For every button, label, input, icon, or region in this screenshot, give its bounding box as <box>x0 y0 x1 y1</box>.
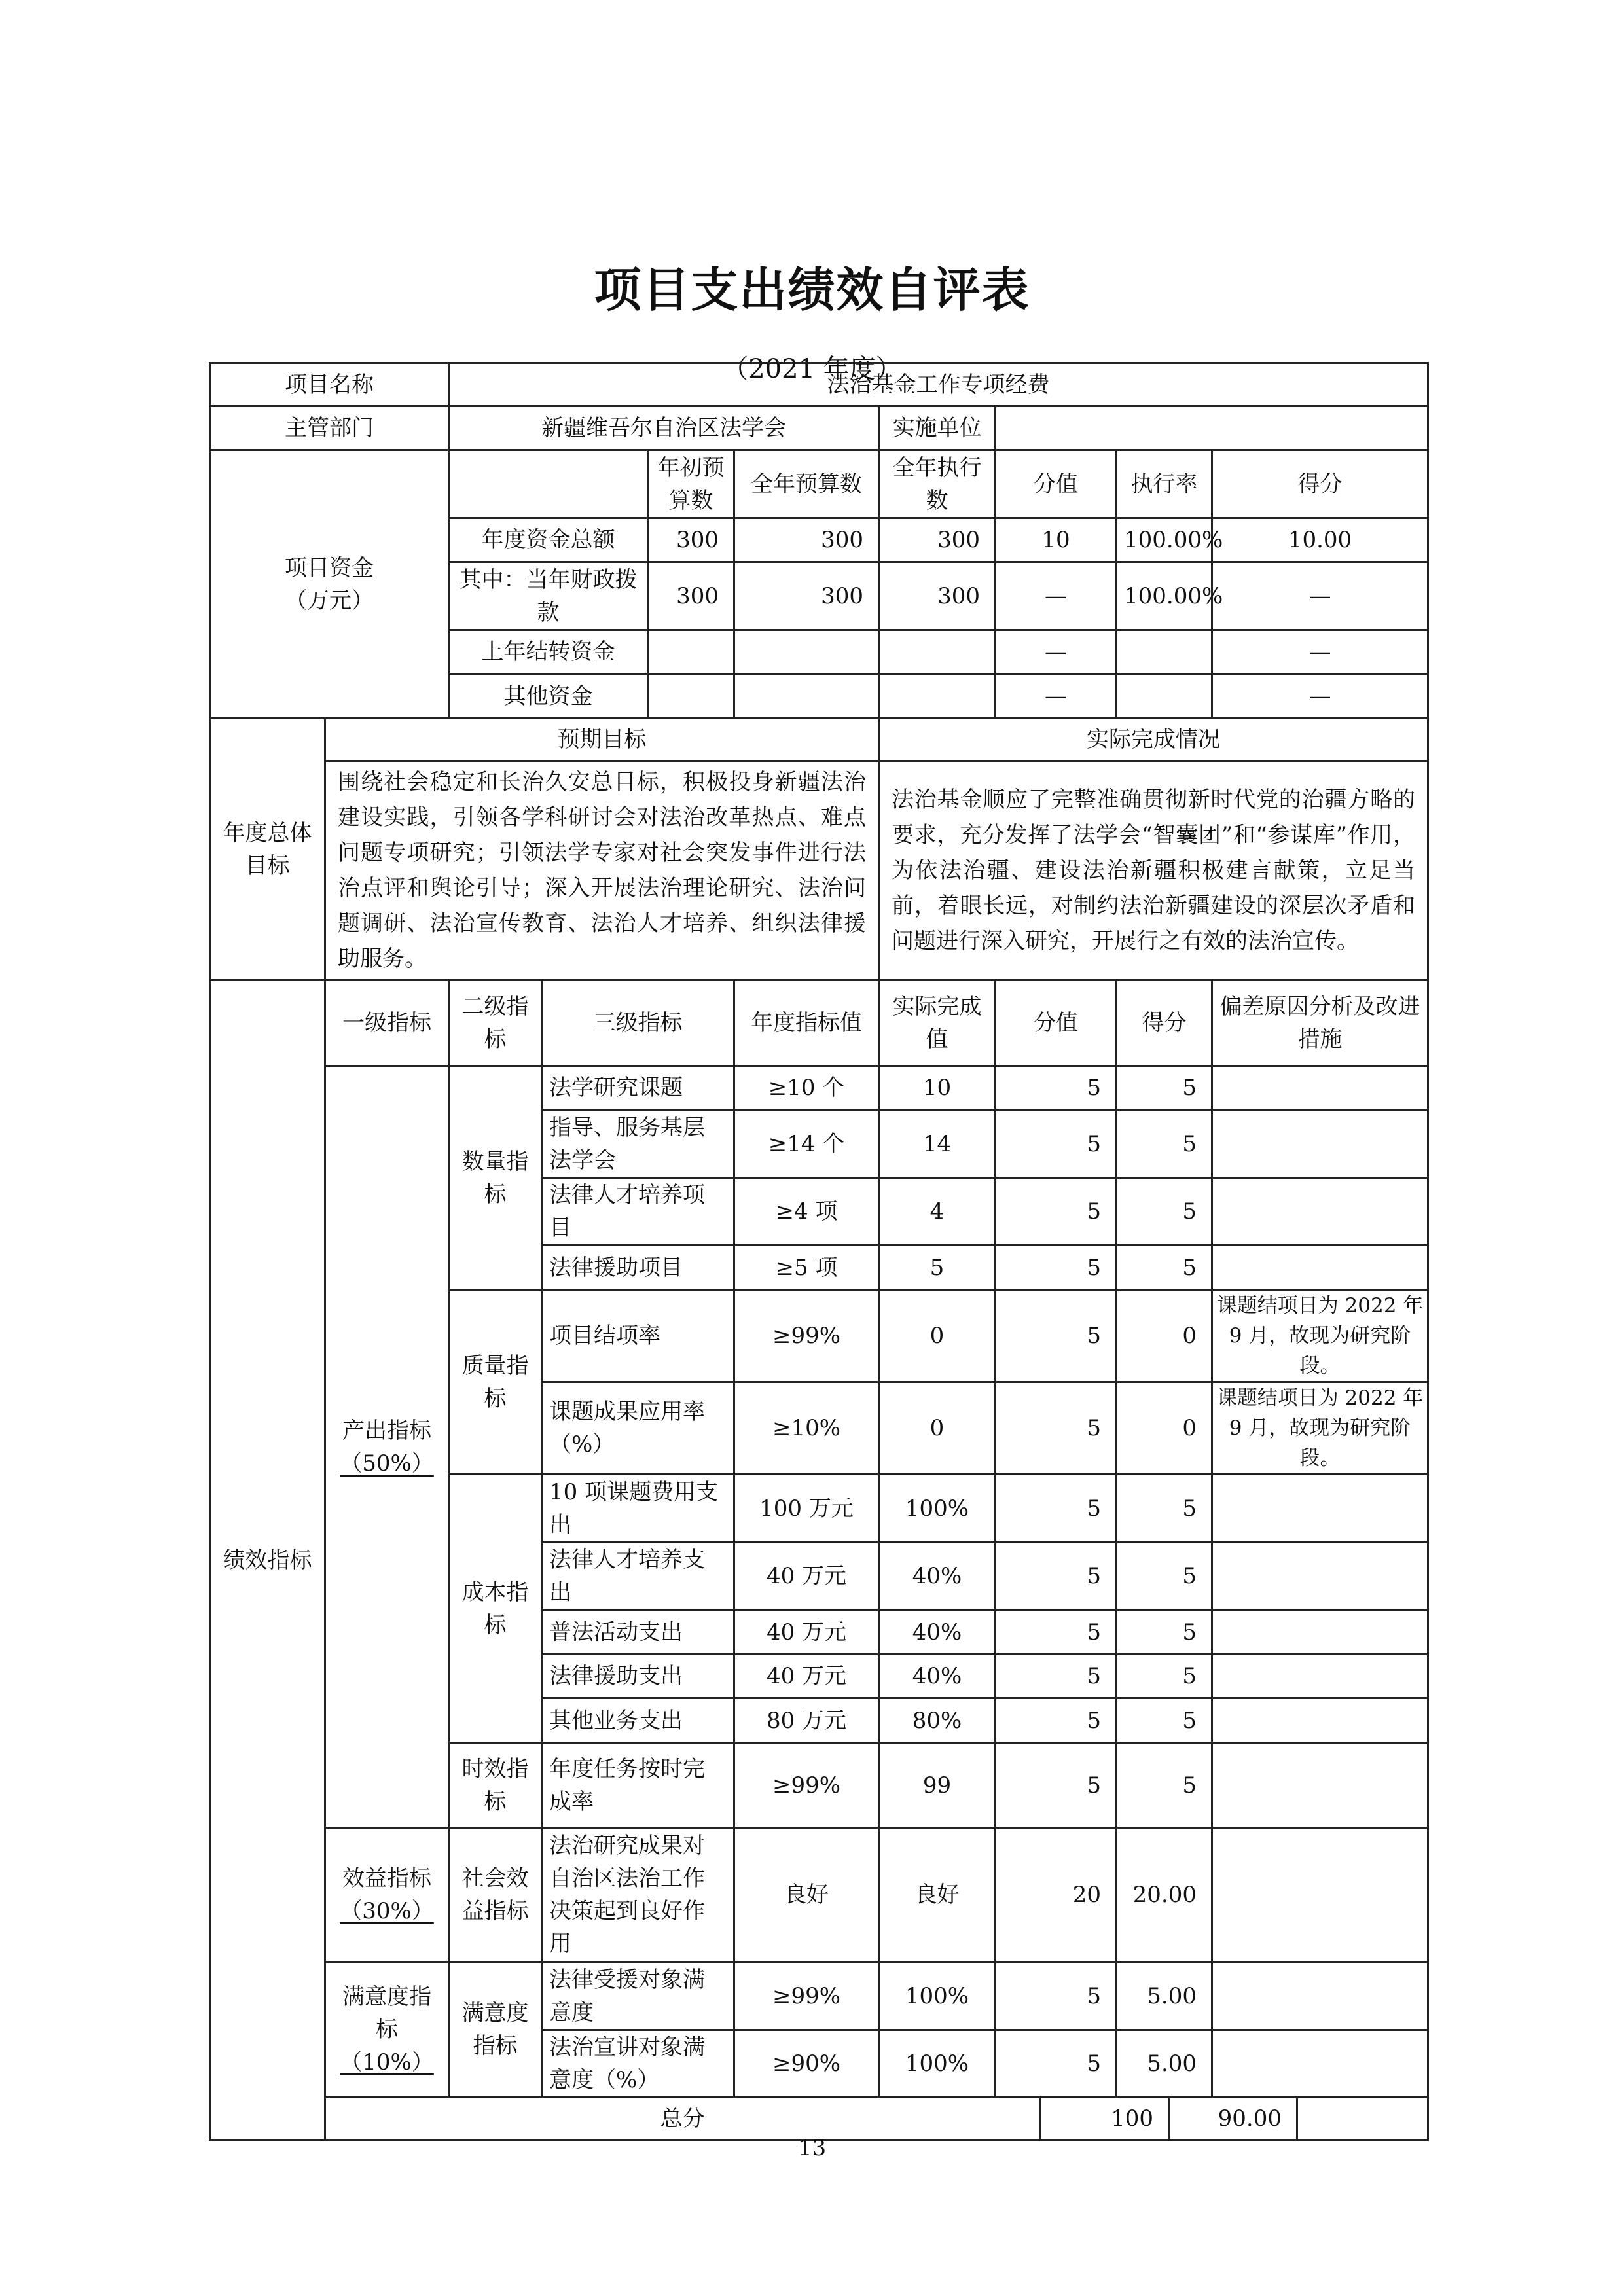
project-name-row <box>210 363 1428 406</box>
indicator-note <box>1212 1698 1428 1743</box>
indicator-target: 良好 <box>734 1828 879 1962</box>
total-weight: 100 <box>1040 2098 1169 2140</box>
page-subtitle-year: （2021 年度） <box>722 354 902 384</box>
indicator-actual: 40% <box>879 1655 996 1698</box>
indicator-note <box>1212 1475 1428 1543</box>
header-level1: 一级指标 <box>325 980 449 1066</box>
indicator-actual: 40% <box>879 1610 996 1655</box>
indicator-note <box>1212 1543 1428 1610</box>
indicator-actual: 良好 <box>879 1828 996 1962</box>
indicator-note <box>1212 1962 1428 2030</box>
indicator-note <box>1212 1110 1428 1178</box>
indicator-weight: 5 <box>996 1110 1117 1178</box>
indicator-weight: 5 <box>996 1475 1117 1543</box>
funding-row-name: 上年结转资金 <box>449 630 648 674</box>
indicator-score: 5 <box>1117 1066 1212 1110</box>
indicator-actual: 14 <box>879 1110 996 1178</box>
annual-goals-label: 年度总体目标 <box>210 719 325 980</box>
funding-label-line2: （万元） <box>285 587 374 614</box>
funding-executed <box>879 674 996 719</box>
performance-header-row <box>210 980 1428 1066</box>
indicator-note <box>1212 1246 1428 1290</box>
level2-quality: 质量指标 <box>449 1290 542 1475</box>
funding-rate: 100.00% <box>1117 518 1212 562</box>
indicator-note <box>1212 1743 1428 1828</box>
level2-quantity: 数量指标 <box>449 1066 542 1290</box>
indicator-score: 5.00 <box>1117 1962 1212 2030</box>
funding-full-year <box>734 630 879 674</box>
funding-header-blank <box>449 450 648 518</box>
total-label: 总分 <box>325 2098 1040 2140</box>
department-label: 主管部门 <box>210 406 449 450</box>
funding-header-executed: 全年执行数 <box>879 450 996 518</box>
indicator-name: 课题成果应用率（%） <box>542 1382 734 1475</box>
level2-satisfaction: 满意度指标 <box>449 1962 542 2098</box>
indicator-name: 法治宣讲对象满意度（%） <box>542 2030 734 2098</box>
indicator-score: 5 <box>1117 1743 1212 1828</box>
indicator-actual: 5 <box>879 1246 996 1290</box>
indicator-note: 课题结项日为 2022 年 9 月，故现为研究阶段。 <box>1212 1382 1428 1475</box>
actual-completion-text: 法治基金顺应了完整准确贯彻新时代党的治疆方略的要求，充分发挥了法学会“智囊团”和“参谋库”作用，为依法治疆、建设法治新疆积极建言献策，立足当前，着眼长远，对制约法治新疆建设的深层次矛盾和问题进行深入研究，开展行之有效的法治宣传。 <box>879 761 1428 980</box>
indicator-weight: 5 <box>996 1655 1117 1698</box>
funding-full-year: 300 <box>734 562 879 630</box>
indicator-actual: 10 <box>879 1066 996 1110</box>
total-score: 90.00 <box>1169 2098 1297 2140</box>
funding-score: — <box>1212 562 1428 630</box>
funding-score: — <box>1212 674 1428 719</box>
indicator-name: 指导、服务基层法学会 <box>542 1110 734 1178</box>
indicator-target: 40 万元 <box>734 1610 879 1655</box>
indicator-name: 年度任务按时完成率 <box>542 1743 734 1828</box>
funding-executed <box>879 630 996 674</box>
indicator-weight: 5 <box>996 1698 1117 1743</box>
funding-score-value: — <box>996 630 1117 674</box>
indicator-score: 5 <box>1117 1178 1212 1246</box>
indicator-score: 5 <box>1117 1246 1212 1290</box>
header-actual-value: 实际完成值 <box>879 980 996 1066</box>
funding-full-year <box>734 674 879 719</box>
indicator-weight: 5 <box>996 1743 1117 1828</box>
funding-rate <box>1117 630 1212 674</box>
indicator-actual: 40% <box>879 1543 996 1610</box>
indicator-weight: 5 <box>996 1246 1117 1290</box>
level1-output: 产出指标（50%） <box>325 1066 449 1828</box>
actual-completion-header: 实际完成情况 <box>879 719 1428 761</box>
indicator-name: 法治研究成果对自治区法治工作决策起到良好作用 <box>542 1828 734 1962</box>
indicator-target: 80 万元 <box>734 1698 879 1743</box>
indicator-weight: 5 <box>996 2030 1117 2098</box>
level2-timeliness: 时效指标 <box>449 1743 542 1828</box>
funding-initial <box>648 674 734 719</box>
indicator-name: 项目结项率 <box>542 1290 734 1382</box>
implementing-unit-value <box>996 406 1428 450</box>
indicator-score: 0 <box>1117 1290 1212 1382</box>
funding-score-value: 10 <box>996 518 1117 562</box>
funding-row-name: 年度资金总额 <box>449 518 648 562</box>
indicator-target: ≥99% <box>734 1743 879 1828</box>
indicator-name: 法律受援对象满意度 <box>542 1962 734 2030</box>
header-level2: 二级指标 <box>449 980 542 1066</box>
page-number: 13 <box>797 2135 827 2161</box>
indicator-target: ≥10 个 <box>734 1066 879 1110</box>
indicator-target: 40 万元 <box>734 1655 879 1698</box>
indicator-name: 10 项课题费用支出 <box>542 1475 734 1543</box>
indicator-row <box>210 1828 1428 1962</box>
level1-benefit: 效益指标（30%） <box>325 1828 449 1962</box>
indicator-weight: 5 <box>996 1610 1117 1655</box>
indicator-actual: 4 <box>879 1178 996 1246</box>
project-name-label: 项目名称 <box>210 363 449 406</box>
indicator-weight: 5 <box>996 1178 1117 1246</box>
indicator-actual: 100% <box>879 1475 996 1543</box>
indicator-weight: 5 <box>996 1543 1117 1610</box>
total-row <box>210 2098 1428 2140</box>
annual-goals-content-row <box>210 761 1428 980</box>
indicator-target: ≥99% <box>734 1290 879 1382</box>
indicator-weight: 5 <box>996 1290 1117 1382</box>
indicator-name: 法律援助支出 <box>542 1655 734 1698</box>
indicator-note <box>1212 1610 1428 1655</box>
indicator-row <box>210 1962 1428 2030</box>
indicator-target: ≥14 个 <box>734 1110 879 1178</box>
indicator-actual: 80% <box>879 1698 996 1743</box>
indicator-note <box>1212 2030 1428 2098</box>
indicator-target: ≥90% <box>734 2030 879 2098</box>
indicator-score: 5.00 <box>1117 2030 1212 2098</box>
funding-row-name: 其中：当年财政拨款 <box>449 562 648 630</box>
funding-label-line1: 项目资金 <box>285 554 374 581</box>
funding-header-score-value: 分值 <box>996 450 1117 518</box>
funding-score-value: — <box>996 562 1117 630</box>
indicator-target: 40 万元 <box>734 1543 879 1610</box>
funding-header-initial-budget: 年初预算数 <box>648 450 734 518</box>
indicator-score: 5 <box>1117 1610 1212 1655</box>
funding-row-name: 其他资金 <box>449 674 648 719</box>
indicator-actual: 99 <box>879 1743 996 1828</box>
indicator-actual: 100% <box>879 2030 996 2098</box>
indicator-note <box>1212 1655 1428 1698</box>
indicator-note <box>1212 1066 1428 1110</box>
indicator-name: 法律人才培养支出 <box>542 1543 734 1610</box>
indicator-weight: 5 <box>996 1962 1117 2030</box>
expected-goal-header: 预期目标 <box>325 719 879 761</box>
indicator-note <box>1212 1178 1428 1246</box>
funding-score: — <box>1212 630 1428 674</box>
indicator-target: 100 万元 <box>734 1475 879 1543</box>
page-title: 项目支出绩效自评表 <box>594 262 1030 317</box>
indicator-score: 5 <box>1117 1110 1212 1178</box>
funding-initial: 300 <box>648 518 734 562</box>
indicator-weight: 5 <box>996 1066 1117 1110</box>
department-row <box>210 406 1428 450</box>
indicator-score: 5 <box>1117 1698 1212 1743</box>
annual-goals-header-row <box>210 719 1428 761</box>
header-level3: 三级指标 <box>542 980 734 1066</box>
indicator-actual: 100% <box>879 1962 996 2030</box>
performance-self-evaluation-table <box>209 362 1429 2141</box>
indicator-score: 5 <box>1117 1655 1212 1698</box>
header-score: 得分 <box>1117 980 1212 1066</box>
funding-rate: 100.00% <box>1117 562 1212 630</box>
funding-executed: 300 <box>879 562 996 630</box>
indicator-target: ≥10% <box>734 1382 879 1475</box>
indicator-target: ≥99% <box>734 1962 879 2030</box>
indicator-note <box>1212 1828 1428 1962</box>
indicator-name: 普法活动支出 <box>542 1610 734 1655</box>
indicator-name: 法学研究课题 <box>542 1066 734 1110</box>
indicator-score: 0 <box>1117 1382 1212 1475</box>
funding-header-rate: 执行率 <box>1117 450 1212 518</box>
indicator-actual: 0 <box>879 1290 996 1382</box>
indicator-score: 5 <box>1117 1543 1212 1610</box>
expected-goal-text: 围绕社会稳定和长治久安总目标，积极投身新疆法治建设实践，引领各学科研讨会对法治改革热点、难点问题专项研究；引领法学专家对社会突发事件进行法治点评和舆论引导；深入开展法治理论研究、法治问题调研、法治宣传教育、法治人才培养、组织法律援助服务。 <box>325 761 879 980</box>
indicator-score: 20.00 <box>1117 1828 1212 1962</box>
level1-satisfaction: 满意度指标 （10%） <box>325 1962 449 2098</box>
funding-header-row <box>210 450 1428 518</box>
performance-indicators-label: 绩效指标 <box>210 980 325 2140</box>
department-value: 新疆维吾尔自治区法学会 <box>449 406 879 450</box>
funding-header-full-year-budget: 全年预算数 <box>734 450 879 518</box>
funding-score: 10.00 <box>1212 518 1428 562</box>
indicator-name: 法律人才培养项目 <box>542 1178 734 1246</box>
implementing-unit-label: 实施单位 <box>879 406 996 450</box>
funding-header-score: 得分 <box>1212 450 1428 518</box>
level2-cost: 成本指标 <box>449 1475 542 1743</box>
funding-executed: 300 <box>879 518 996 562</box>
header-weight: 分值 <box>996 980 1117 1066</box>
funding-section-label <box>210 450 449 719</box>
indicator-name: 其他业务支出 <box>542 1698 734 1743</box>
funding-rate <box>1117 674 1212 719</box>
indicator-target: ≥5 项 <box>734 1246 879 1290</box>
project-name-value: 法治基金工作专项经费 <box>449 363 1428 406</box>
funding-initial: 300 <box>648 562 734 630</box>
indicator-name: 法律援助项目 <box>542 1246 734 1290</box>
indicator-row <box>210 1066 1428 1110</box>
funding-full-year: 300 <box>734 518 879 562</box>
total-note <box>1297 2098 1428 2140</box>
indicator-target: ≥4 项 <box>734 1178 879 1246</box>
level2-social-benefit: 社会效益指标 <box>449 1828 542 1962</box>
indicator-note: 课题结项日为 2022 年 9 月，故现为研究阶段。 <box>1212 1290 1428 1382</box>
indicator-actual: 0 <box>879 1382 996 1475</box>
header-deviation-analysis: 偏差原因分析及改进措施 <box>1212 980 1428 1066</box>
funding-score-value: — <box>996 674 1117 719</box>
indicator-weight: 20 <box>996 1828 1117 1962</box>
header-annual-target: 年度指标值 <box>734 980 879 1066</box>
indicator-score: 5 <box>1117 1475 1212 1543</box>
indicator-weight: 5 <box>996 1382 1117 1475</box>
funding-initial <box>648 630 734 674</box>
